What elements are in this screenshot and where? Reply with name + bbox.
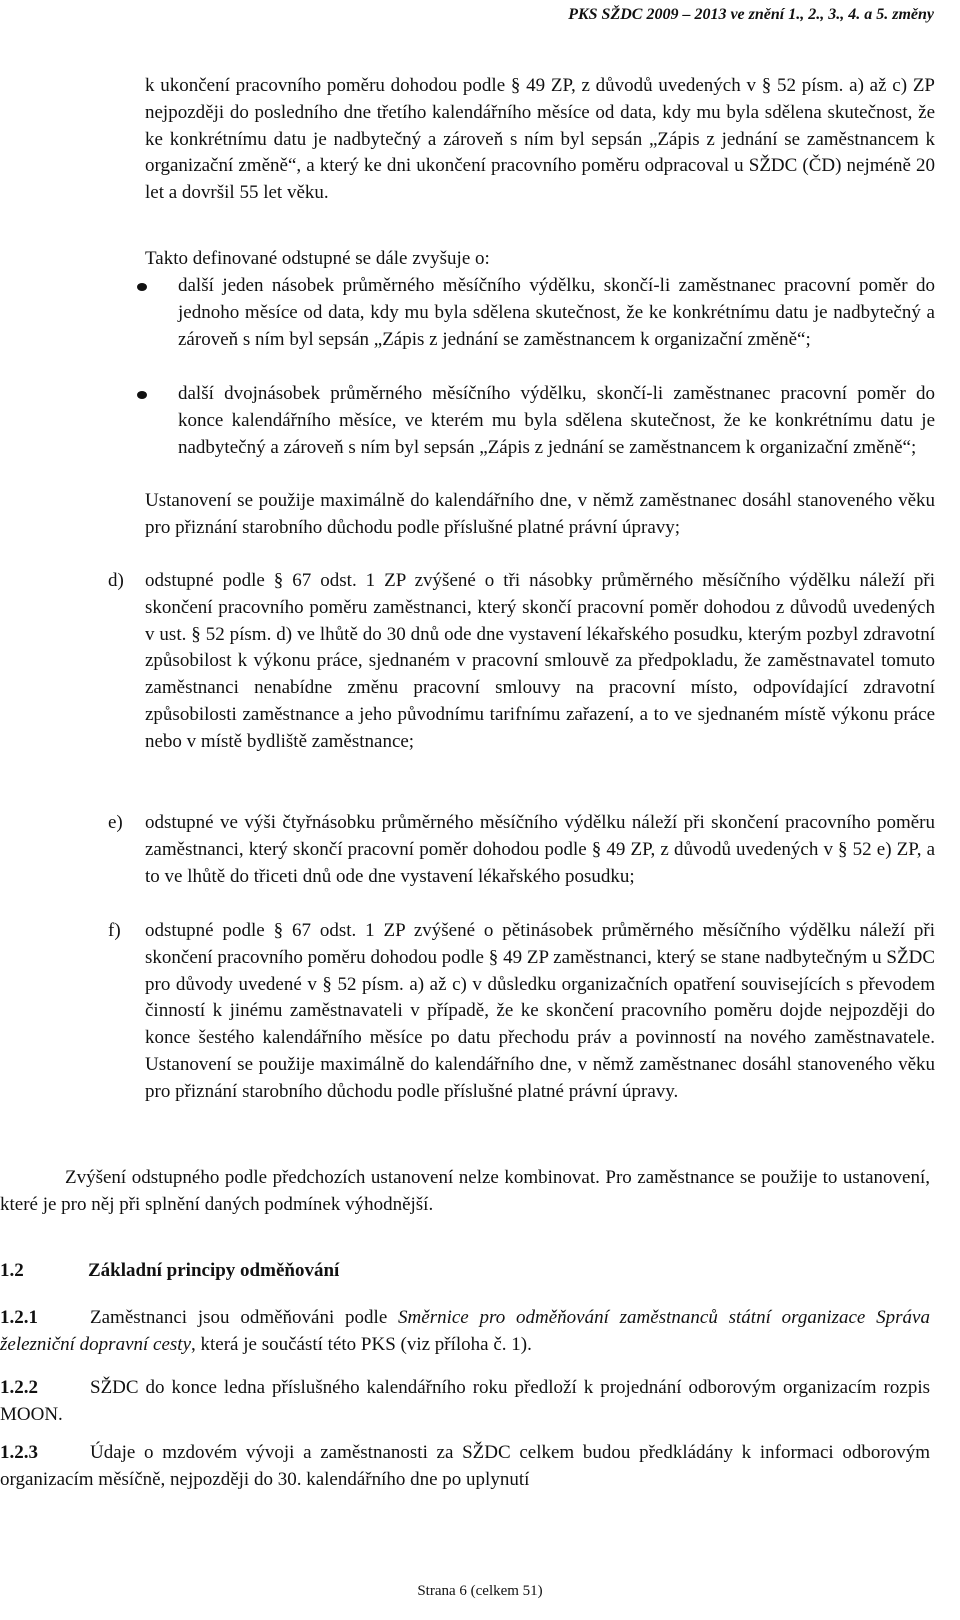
section-1-2-1 xyxy=(0,1305,930,1359)
list-text: odstupné podle § 67 odst. 1 ZP zvýšené o tři násobky průměrného měsíčního výdělku náleží při skončení pracovního poměru zaměstnanci, který skončí pracovní poměr dohodou z důvodů uvedených v ust. § 52 písm. d) ve lhůtě do 30 dnů ode dne vystavení lékařského posudku, kterým pozbyl zdravotní způsobilost k výkonu práce, sjednaném v pracovní smlouvě za předpokladu, že zaměstnavatel tomuto zaměstnanci nenabídne změnu pracovní smlouvy na pracovní místo, odpovídající zdravotní způsobilosti zaměstnance a jeho původnímu tarifnímu zařazení, a to ve sjednaném místě výkonu práce nebo v místě bydliště zaměstnance; xyxy=(145,570,935,752)
ustanoveni-paragraph: Ustanovení se použije maximálně do kalendářního dne, v němž zaměstnanec dosáhl stanoveného věku pro přiznání starobního důchodu podle příslušné platné právní úpravy; xyxy=(145,490,935,538)
section-text: Údaje o mzdovém vývoji a zaměstnanosti za SŽDC celkem budou předkládány k informaci odborovým organizacím měsíčně, nejpozději do 30. kalendářního dne po uplynutí xyxy=(0,1442,930,1490)
section-text: Zaměstnanci jsou odměňováni podle xyxy=(90,1307,399,1328)
list-label: f) xyxy=(108,920,121,941)
section-1-2-3 xyxy=(0,1440,930,1494)
bullet-icon xyxy=(137,283,147,291)
section-heading xyxy=(0,1260,339,1282)
heading-title: Základní principy odměňování xyxy=(88,1260,340,1281)
zvyseni-paragraph: Zvýšení odstupného podle předchozích ustanovení nelze kombinovat. Pro zaměstnance se použije to ustanovení, které je pro něj při splnění daných podmínek výhodnější. xyxy=(0,1167,930,1215)
document-header: PKS SŽDC 2009 – 2013 ve znění 1., 2., 3., 4. a 5. změny xyxy=(568,6,934,23)
section-1-2-2 xyxy=(0,1375,930,1429)
section-number: 1.2.2 xyxy=(0,1377,38,1398)
bullet-icon xyxy=(137,391,147,399)
section-text: SŽDC do konce ledna příslušného kalendářního roku předloží k projednání odborovým organizacím rozpis MOON. xyxy=(0,1377,930,1425)
list-label: d) xyxy=(108,570,124,591)
page-footer: Strana 6 (celkem 51) xyxy=(417,1583,543,1599)
list-label: e) xyxy=(108,812,123,833)
section-italic-text: Směrnice pro odměňování zaměstnanců státní organizace Správa železniční dopravní cesty xyxy=(0,1307,930,1355)
section-number: 1.2.3 xyxy=(0,1442,38,1463)
section-text: , která je součástí této PKS (viz příloha č. 1). xyxy=(191,1333,532,1355)
bullet-text: další jeden násobek průměrného měsíčního výdělku, skončí-li zaměstnanec pracovní poměr do jednoho měsíce od data, kdy mu byla sdělena skutečnost, že ke konkrétnímu datu je nadbytečný a zároveň s ním byl sepsán „Zápis z jednání se zaměstnancem k organizační změně“; xyxy=(178,275,935,350)
heading-number: 1.2 xyxy=(0,1260,24,1281)
list-text: odstupné ve výši čtyřnásobku průměrného měsíčního výdělku náleží při skončení pracovního poměru zaměstnanci, který skončí pracovní poměr dohodou podle § 49 ZP, z důvodů uvedených v § 52 e) ZP, a to ve lhůtě do třiceti dnů ode dne vystavení lékařského posudku; xyxy=(145,812,935,887)
intro-paragraph: k ukončení pracovního poměru dohodou podle § 49 ZP, z důvodů uvedených v § 52 písm. a) až c) ZP nejpozději do posledního dne třetího kalendářního měsíce od data, kdy mu byla sdělena skutečnost, že ke konkrétnímu datu je nadbytečný a zároveň s ním byl sepsán „Zápis z jednání se zaměstnancem k organizační změně“, a který ke dni ukončení pracovního poměru odpracoval u SŽDC (ČD) nejméně 20 let a dovršil 55 let věku. xyxy=(145,75,935,204)
bullet-text: další dvojnásobek průměrného měsíčního výdělku, skončí-li zaměstnanec pracovní poměr do konce kalendářního měsíce, ve kterém mu byla sdělena skutečnost, že ke konkrétnímu datu je nadbytečný a zároveň s ním byl sepsán „Zápis z jednání se zaměstnancem k organizační změně“; xyxy=(178,383,935,458)
list-text: odstupné podle § 67 odst. 1 ZP zvýšené o pětinásobek průměrného měsíčního výdělku náleží při skončení pracovního poměru dohodou podle § 49 ZP zaměstnanci, který se stane nadbytečným u SŽDC pro důvody uvedené v § 52 písm. a) až c) v důsledku organizačních opatření souvisejících s převodem činností k jinému zaměstnavateli v případě, že ke skončení pracovního poměru dojde nejpozději do konce šestého kalendářního měsíce po datu přechodu práv a povinností na nového zaměstnavatele. Ustanovení se použije maximálně do kalendářního dne, v němž zaměstnanec dosáhl stanoveného věku pro přiznání starobního důchodu podle příslušné platné právní úpravy. xyxy=(145,920,935,1102)
section-number: 1.2.1 xyxy=(0,1307,38,1328)
takto-paragraph: Takto definované odstupné se dále zvyšuje o: xyxy=(145,248,490,269)
